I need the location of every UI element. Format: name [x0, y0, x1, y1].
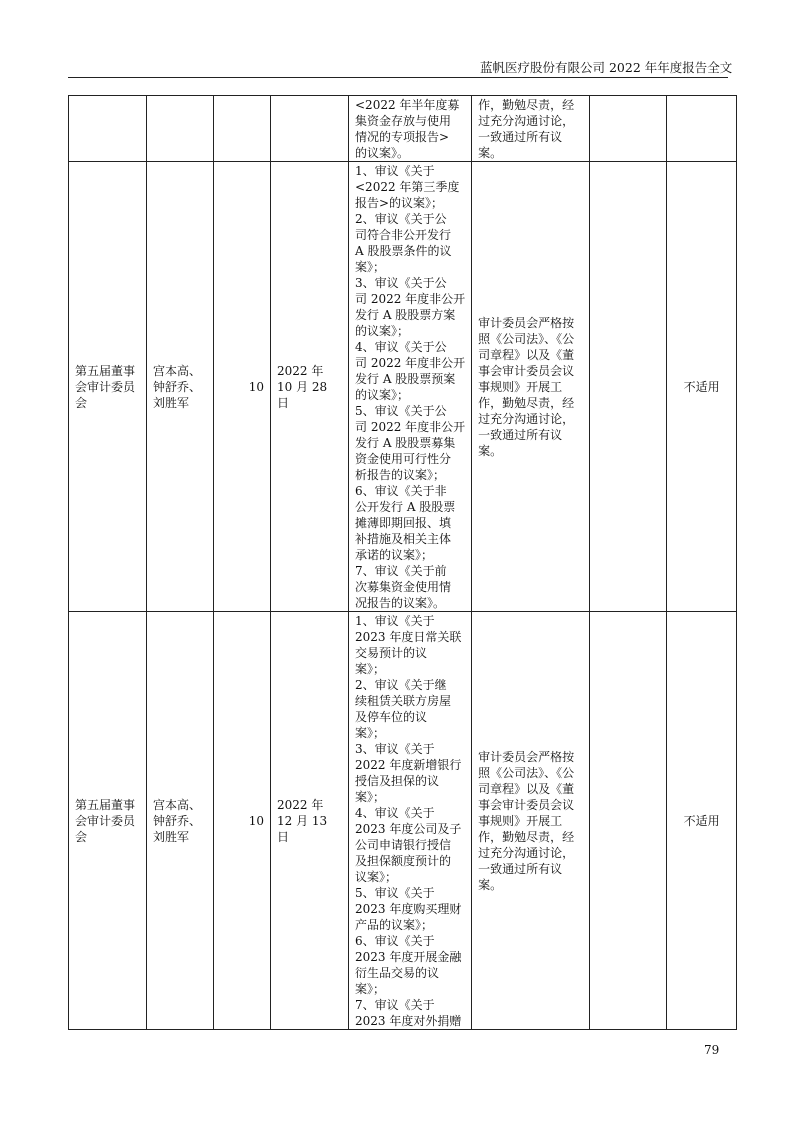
- opinion-cell: [472, 162, 590, 612]
- cell-line: 况报告的议案》。: [355, 596, 446, 610]
- cell-line: 司 2022 年度非公开: [355, 292, 466, 306]
- other-duties-cell: [590, 162, 667, 612]
- page-number: 79: [704, 1043, 720, 1057]
- cell-line: 的议案》；: [355, 388, 410, 402]
- opinion-cell: [472, 96, 590, 162]
- cell-line: 及停车位的议: [355, 710, 428, 724]
- cell-line: 6、审议《关于: [355, 934, 435, 948]
- cell-line: 公开发行 A 股股票: [355, 500, 456, 514]
- member-count-cell: 10: [214, 162, 271, 612]
- cell-line: 析报告的议案》；: [355, 468, 446, 482]
- cell-line: 2023 年度对外捐赠: [355, 1014, 462, 1028]
- cell-line: 公司申请银行授信: [355, 838, 452, 852]
- cell-line: 7、审议《关于: [355, 998, 435, 1012]
- table-row: [69, 162, 737, 612]
- cell-line: 4、审议《关于: [355, 806, 435, 820]
- cell-line: 授信及担保的议: [355, 774, 440, 788]
- cell-line: 情况的专项报告>: [355, 130, 450, 144]
- cell-line: 5、审议《关于公: [355, 404, 447, 418]
- cell-line: 司符合非公开发行: [355, 228, 452, 242]
- page-header: 蓝帆医疗股份有限公司 2022 年年度报告全文: [480, 60, 733, 75]
- objection-cell: [667, 96, 737, 162]
- cell-line: 的议案》；: [355, 324, 410, 338]
- meeting-content-cell: [349, 162, 472, 612]
- cell-line: 2、审议《关于公: [355, 212, 447, 226]
- committee-meetings-table: [68, 95, 737, 1030]
- meeting-date-cell: [271, 96, 349, 162]
- cell-line: 3、审议《关于: [355, 742, 435, 756]
- objection-cell: 不适用: [667, 612, 737, 1030]
- committee-name-cell: [69, 96, 147, 162]
- cell-line: 事会审计委员会议: [478, 797, 575, 812]
- cell-line: 产品的议案》；: [355, 918, 434, 932]
- cell-line: 发行 A 股股票方案: [355, 308, 456, 322]
- meeting-content-cell: [349, 96, 472, 162]
- cell-line: 5、审议《关于: [355, 886, 435, 900]
- cell-line: 作，勤勉尽责，经: [478, 395, 575, 410]
- cell-line: 司章程》以及《董: [478, 347, 575, 362]
- cell-line: 补措施及相关主体: [355, 532, 452, 546]
- cell-line: 事规则》开展工: [478, 379, 563, 394]
- opinion-cell: [472, 612, 590, 1030]
- members-cell: [147, 96, 214, 162]
- members-cell: 宫本高、钟舒乔、刘胜军: [147, 612, 214, 1030]
- cell-line: 过充分沟通讨论，: [478, 845, 575, 860]
- other-duties-cell: [590, 612, 667, 1030]
- meeting-date-cell: 2022 年 10 月 28 日: [271, 162, 349, 612]
- cell-line: 事会审计委员会议: [478, 363, 575, 378]
- cell-line: 发行 A 股股票预案: [355, 372, 456, 386]
- meeting-date-cell: 2022 年 12 月 13 日: [271, 612, 349, 1030]
- cell-line: 案》；: [355, 726, 386, 740]
- cell-line: 的议案》。: [355, 146, 410, 160]
- cell-line: 案。: [478, 877, 503, 892]
- cell-line: 案》；: [355, 260, 386, 274]
- other-duties-cell: [590, 96, 667, 162]
- cell-line: 案》；: [355, 982, 386, 996]
- cell-line: 2023 年度公司及子: [355, 822, 462, 836]
- cell-line: 司章程》以及《董: [478, 781, 575, 796]
- cell-line: 事规则》开展工: [478, 813, 563, 828]
- cell-line: 案》；: [355, 790, 386, 804]
- committee-name-cell: 第五届董事会审计委员会: [69, 612, 147, 1030]
- cell-line: 司 2022 年度非公开: [355, 420, 466, 434]
- cell-line: A 股股票条件的议: [355, 244, 452, 258]
- cell-line: 6、审议《关于非: [355, 484, 447, 498]
- cell-line: 审计委员会严格按: [478, 749, 575, 764]
- cell-line: 1、审议《关于: [355, 164, 435, 178]
- cell-line: 司 2022 年度非公开: [355, 356, 466, 370]
- cell-line: 次募集资金使用情: [355, 580, 452, 594]
- cell-line: 7、审议《关于前: [355, 564, 447, 578]
- cell-line: 作，勤勉尽责，经: [478, 829, 575, 844]
- cell-line: 议案》；: [355, 870, 398, 884]
- cell-line: 过充分沟通讨论，: [478, 114, 575, 128]
- cell-line: 作，勤勉尽责，经: [478, 98, 575, 112]
- member-count-cell: 10: [214, 612, 271, 1030]
- cell-line: 一致通过所有议: [478, 130, 563, 144]
- cell-line: 续租赁关联方房屋: [355, 694, 452, 708]
- cell-line: 案。: [478, 443, 503, 458]
- cell-line: 4、审议《关于公: [355, 340, 447, 354]
- members-cell: 宫本高、钟舒乔、刘胜军: [147, 162, 214, 612]
- cell-line: <2022 年半年度募: [355, 98, 460, 112]
- objection-cell: 不适用: [667, 162, 737, 612]
- cell-line: 一致通过所有议: [478, 861, 563, 876]
- cell-line: 案》；: [355, 662, 386, 676]
- cell-line: 照《公司法》、《公: [478, 765, 575, 780]
- cell-line: <2022 年第三季度: [355, 180, 460, 194]
- table-row: [69, 96, 737, 162]
- cell-line: 2022 年度新增银行: [355, 758, 462, 772]
- cell-line: 1、审议《关于: [355, 614, 435, 628]
- committee-name-cell: 第五届董事会审计委员会: [69, 162, 147, 612]
- cell-line: 2023 年度开展金融: [355, 950, 462, 964]
- cell-line: 集资金存放与使用: [355, 114, 452, 128]
- cell-line: 审计委员会严格按: [478, 315, 575, 330]
- cell-line: 案。: [478, 146, 503, 160]
- cell-line: 2023 年度日常关联: [355, 630, 462, 644]
- table-row: [69, 612, 737, 1030]
- cell-line: 摊薄即期回报、填: [355, 516, 452, 530]
- meeting-content-cell: [349, 612, 472, 1030]
- cell-line: 过充分沟通讨论，: [478, 411, 575, 426]
- cell-line: 交易预计的议: [355, 646, 428, 660]
- cell-line: 资金使用可行性分: [355, 452, 452, 466]
- cell-line: 发行 A 股股票募集: [355, 436, 456, 450]
- cell-line: 衍生品交易的议: [355, 966, 440, 980]
- cell-line: 2、审议《关于继: [355, 678, 447, 692]
- cell-line: 一致通过所有议: [478, 427, 563, 442]
- cell-line: 2023 年度购买理财: [355, 902, 462, 916]
- cell-line: 承诺的议案》；: [355, 548, 434, 562]
- member-count-cell: [214, 96, 271, 162]
- header-divider: [68, 77, 728, 78]
- cell-line: 3、审议《关于公: [355, 276, 447, 290]
- cell-line: 报告>的议案》；: [355, 196, 444, 210]
- cell-line: 及担保额度预计的: [355, 854, 452, 868]
- cell-line: 照《公司法》、《公: [478, 331, 575, 346]
